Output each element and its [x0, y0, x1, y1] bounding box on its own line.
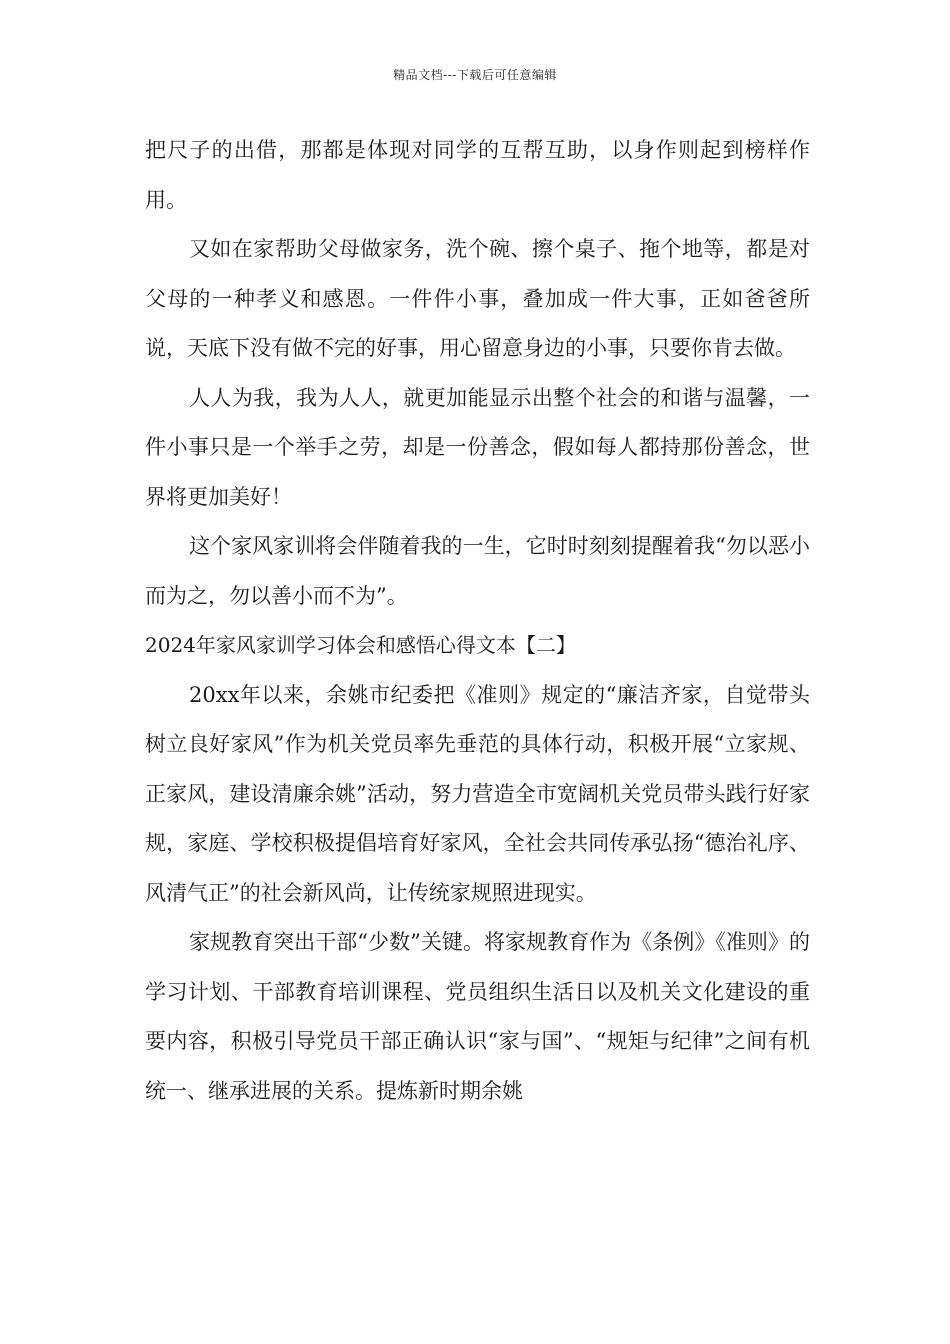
section-paragraph-1: 20xx年以来，余姚市纪委把《准则》规定的“廉洁齐家，自觉带头树立良好家风”作为机关党员率先垂范的具体行动，积极开展“立家规、正家风，建设清廉余姚”活动，努力营造全市宽阔机关党员带头践行好家规，家庭、学校积极提倡培育好家风，全社会共同传承弘扬“德治礼序、风清气正”的社会新风尚，让传统家规照进现实。: [145, 682, 810, 905]
paragraph-2: 又如在家帮助父母做家务，洗个碗、擦个桌子、拖个地等，都是对父母的一种孝义和感恩。一件件小事，叠加成一件大事，正如爸爸所说，天底下没有做不完的好事，用心留意身边的小事，只要你肯去做。: [145, 237, 810, 360]
paragraph-4: 这个家风家训将会伴随着我的一生，它时时刻刻提醒着我“勿以恶小而为之，勿以善小而不为”。: [145, 534, 810, 608]
section-heading: 2024年家风家训学习体会和感悟心得文本【二】: [145, 633, 576, 657]
paragraph-1: 把尺子的出借，那都是体现对同学的互帮互助，以身作则起到榜样作用。: [145, 138, 810, 212]
paragraph-3: 人人为我，我为人人，就更加能显示出整个社会的和谐与温馨，一件小事只是一个举手之劳，却是一份善念，假如每人都持那份善念，世界将更加美好！: [145, 385, 810, 509]
document-body: [145, 126, 810, 1116]
page-header: 精品文档---下载后可任意编辑: [393, 68, 557, 82]
section-paragraph-2: 家规教育突出干部“少数”关键。将家规教育作为《条例》《准则》的学习计划、干部教育培训课程、党员组织生活日以及机关文化建设的重要内容，积极引导党员干部正确认识“家与国”、“规矩与纪律”之间有机统一、继承进展的关系。提炼新时期余姚: [145, 930, 810, 1103]
